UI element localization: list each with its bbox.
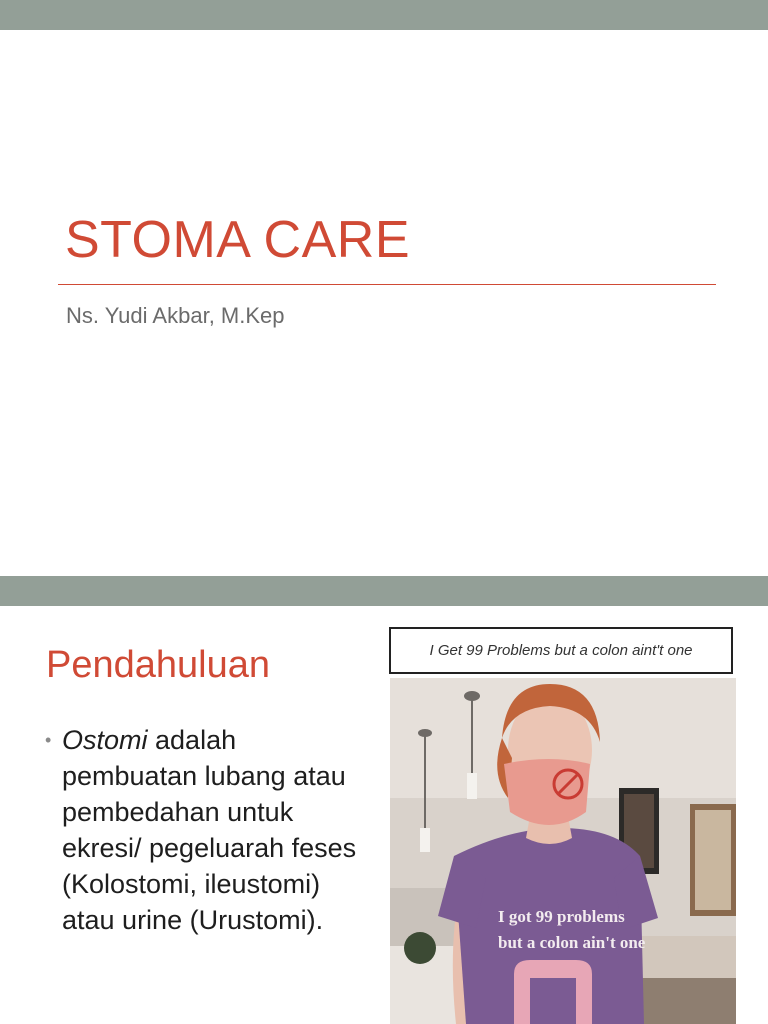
shirt-text-line-2: but a colon ain't one — [498, 933, 646, 952]
shirt-text-line-1: I got 99 problems — [498, 907, 625, 926]
bullet-text — [45, 722, 375, 938]
title-divider — [58, 284, 716, 285]
photo-person-shirt — [390, 678, 736, 1024]
bullet-body: adalah pembuatan lubang atau pembedahan untuk ekresi/ pegeluarah feses (Kolostomi, ileustomi) atau urine (Urustomi). — [62, 725, 357, 935]
bullet-dot-icon: • — [45, 730, 52, 750]
caption-text: I Get 99 Problems but a colon aint't one — [429, 642, 693, 659]
photo-illustration — [390, 678, 736, 1024]
bullet-italic-term: Ostomi — [62, 725, 148, 755]
slide-title: STOMA CARE — [65, 211, 411, 269]
caption-box — [389, 627, 733, 674]
slide-subtitle: Ns. Yudi Akbar, M.Kep — [66, 303, 285, 328]
content-slide — [0, 576, 768, 1024]
slide-header-bar — [0, 0, 768, 30]
slide-heading: Pendahuluan — [46, 644, 270, 686]
bullet-item — [45, 722, 375, 938]
slide-header-bar — [0, 576, 768, 606]
